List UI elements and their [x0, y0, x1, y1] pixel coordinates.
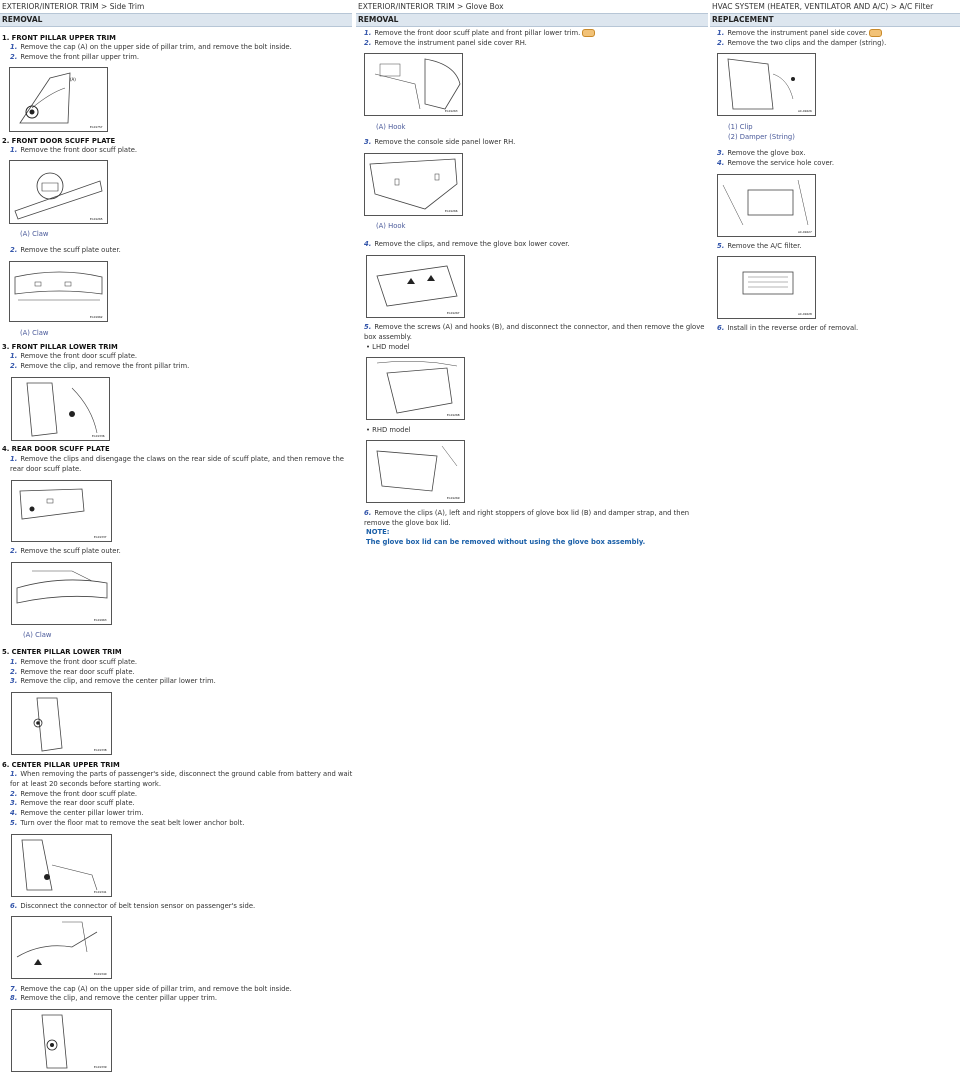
breadcrumb[interactable]: EXTERIOR/INTERIOR TRIM > Side Trim [2, 2, 145, 11]
step-item: 5. Remove the A/C filter. [717, 242, 802, 250]
step-item: 2. Remove the scuff plate outer. [10, 246, 121, 254]
step-item: 2. Remove the two clips and the damper (string). [717, 39, 887, 47]
step-item: 4. Remove the service hole cover. [717, 159, 835, 167]
step-item: 5. Remove the screws (A) and hooks (B), and disconnect the connector, and then remove the glove box assembly. [364, 323, 705, 341]
figure-code: EI-01336 [92, 434, 105, 438]
book-reference-icon[interactable] [582, 29, 595, 37]
step-item: 1. When removing the parts of passenger's side, disconnect the ground cable from battery and wait for at least 20 seconds before starting work. [10, 770, 353, 788]
figure-scuff-plate-outer [9, 261, 108, 322]
step-item: 2. Remove the clip, and remove the front pillar trim. [10, 362, 190, 370]
step-heading: 2. FRONT DOOR SCUFF PLATE [2, 137, 116, 145]
step-heading: 1. FRONT PILLAR UPPER TRIM [2, 34, 116, 42]
figure-clips-damper [717, 53, 816, 116]
figure-front-pillar-lower-trim [11, 377, 110, 441]
step-item: 2. Remove the scuff plate outer. [10, 547, 121, 555]
figure-code: EI-01269 [447, 496, 460, 500]
figure-code: AC-01627 [798, 230, 812, 234]
step-item: 3. Remove the glove box. [717, 149, 806, 157]
figure-code: EI-01339 [94, 1065, 107, 1069]
section-bar: REPLACEMENT [710, 13, 960, 27]
figure-legend: (2) Damper (String) [728, 133, 795, 141]
breadcrumb[interactable]: HVAC SYSTEM (HEATER, VENTILATOR AND A/C) > A/C Filter [712, 2, 934, 11]
figure-code: EI-01338 [94, 748, 107, 752]
figure-belt-tension-sensor [11, 916, 112, 979]
figure-code: EI-01265 [90, 217, 103, 221]
step-item: 1. Remove the clips and disengage the claws on the rear side of scuff plate, and then remove the rear door scuff plate. [10, 455, 344, 473]
figure-code: EI-01263 [445, 109, 458, 113]
step-item: 2. Remove the rear door scuff plate. [10, 668, 135, 676]
step-item: 1. Remove the front door scuff plate. [10, 658, 138, 666]
step-item: 2. Remove the instrument panel side cover RH. [364, 39, 527, 47]
svg-text:(A): (A) [70, 77, 76, 82]
step-item: 6. Install in the reverse order of removal. [717, 324, 859, 332]
model-label: • RHD model [366, 426, 411, 434]
step-item: 3. Remove the clip, and remove the center pillar lower trim. [10, 677, 216, 685]
figure-legend: (A) Hook [376, 222, 406, 230]
step-item: 1. Remove the instrument panel side cover. [717, 29, 882, 39]
figure-console-side-panel [364, 153, 463, 216]
step-item: 1. Remove the front door scuff plate and front pillar lower trim. [364, 29, 595, 39]
figure-code: EI-01340 [94, 972, 107, 976]
figure-legend: (1) Clip [728, 123, 753, 131]
step-item: 1. Remove the front door scuff plate. [10, 352, 138, 360]
step-item: 5. Turn over the floor mat to remove the seat belt lower anchor bolt. [10, 819, 245, 827]
ac-filter-column [710, 0, 960, 332]
step-item: 1. Remove the cap (A) on the upper side of pillar trim, and remove the bolt inside. [10, 43, 292, 51]
figure-glove-box-lhd [366, 357, 465, 420]
step-heading: 6. CENTER PILLAR UPPER TRIM [2, 761, 120, 769]
figure-center-pillar-upper-trim [11, 1009, 112, 1072]
model-label: • LHD model [366, 343, 410, 351]
figure-glove-box-lower-cover [366, 255, 465, 318]
step-item: 4. Remove the center pillar lower trim. [10, 809, 144, 817]
figure-front-door-scuff-plate [9, 160, 108, 224]
step-item: 8. Remove the clip, and remove the center pillar upper trim. [10, 994, 218, 1002]
figure-rear-door-scuff-plate [11, 480, 112, 542]
figure-instrument-panel-side-cover [364, 53, 463, 116]
step-heading: 3. FRONT PILLAR LOWER TRIM [2, 343, 118, 351]
figure-code: EI-01341 [94, 890, 107, 894]
step-item: 1. Remove the front door scuff plate. [10, 146, 138, 154]
book-reference-icon[interactable] [869, 29, 882, 37]
figure-code: AC-01626 [798, 109, 812, 113]
figure-glove-box-rhd [366, 440, 465, 503]
step-item: 4. Remove the clips, and remove the glove box lower cover. [364, 240, 570, 248]
figure-code: EI-01757 [90, 125, 103, 129]
figure-ac-filter [717, 256, 816, 319]
breadcrumb[interactable]: EXTERIOR/INTERIOR TRIM > Glove Box [358, 2, 504, 11]
figure-center-pillar-lower-trim [11, 692, 112, 755]
section-bar: REMOVAL [356, 13, 708, 27]
figure-code: AC-01628 [798, 312, 812, 316]
note-text: The glove box lid can be removed without using the glove box assembly. [366, 538, 646, 546]
section-bar: REMOVAL [0, 13, 352, 27]
figure-legend: (A) Claw [23, 631, 52, 639]
side-trim-column [0, 0, 353, 1069]
figure-code: EI-01963 [94, 618, 107, 622]
figure-code: EI-01268 [447, 413, 460, 417]
step-heading: 5. CENTER PILLAR LOWER TRIM [2, 648, 122, 656]
figure-front-pillar-upper-trim [9, 67, 108, 132]
figure-legend: (A) Hook [376, 123, 406, 131]
step-heading: 4. REAR DOOR SCUFF PLATE [2, 445, 110, 453]
step-item: 2. Remove the front pillar upper trim. [10, 53, 140, 61]
figure-rear-scuff-plate-outer [11, 562, 112, 625]
figure-legend: (A) Claw [20, 230, 49, 238]
glove-box-column [356, 0, 708, 546]
step-item: 3. Remove the console side panel lower RH. [364, 138, 516, 146]
step-item: 6. Disconnect the connector of belt tension sensor on passenger's side. [10, 902, 256, 910]
figure-code: EI-01267 [447, 311, 460, 315]
note-label: NOTE: [366, 528, 390, 536]
figure-legend: (A) Claw [20, 329, 49, 337]
step-item: 7. Remove the cap (A) on the upper side of pillar trim, and remove the bolt inside. [10, 985, 292, 993]
step-item: 6. Remove the clips (A), left and right stoppers of glove box lid (B) and damper strap, and then remove the glove box lid. [364, 509, 690, 527]
figure-service-hole-cover [717, 174, 816, 237]
figure-seat-belt-anchor [11, 834, 112, 897]
step-item: 2. Remove the front door scuff plate. [10, 790, 138, 798]
figure-code: EI-01337 [94, 535, 107, 539]
figure-code: EI-01962 [90, 315, 103, 319]
step-item: 3. Remove the rear door scuff plate. [10, 799, 135, 807]
figure-code: EI-01266 [445, 209, 458, 213]
